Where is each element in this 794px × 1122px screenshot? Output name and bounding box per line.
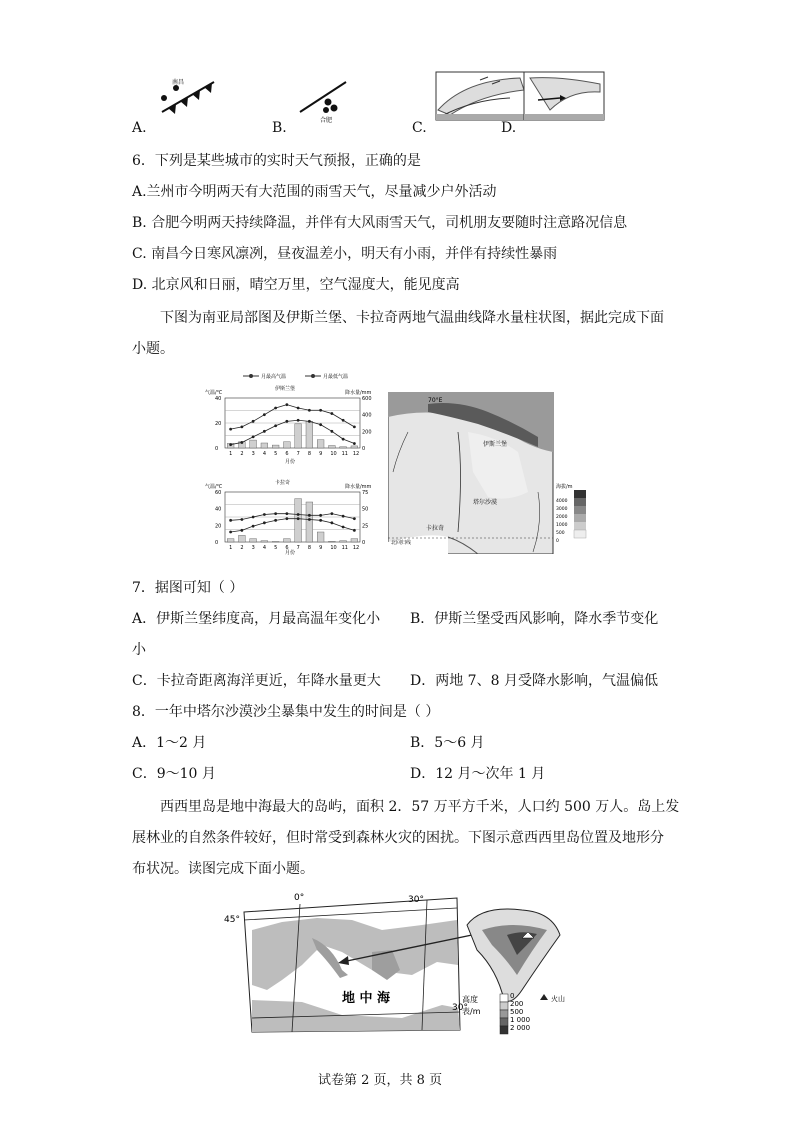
map1-legend-1000: 1000 [556,523,568,528]
option-d-label: D. [501,120,517,136]
precip-bar [239,535,246,542]
temp-max-point [285,403,288,406]
temp-min-point [308,420,311,423]
q7-option-c[interactable]: C．卡拉奇距离海洋更近，年降水量更大 [132,673,381,689]
precip-bar [272,542,279,543]
passage2-line2: 展林业的自然条件较好，但时常受到森林火灾的困扰。下图示意西西里岛位置及地形分 [132,830,664,846]
q8-option-b[interactable]: B．5～6 月 [410,735,485,751]
month-tick-label: 8 [307,451,312,457]
map2-volcano-label: 火山 [551,995,565,1003]
tick-label-left: 60 [215,490,222,496]
tick-label-right: 0 [362,540,366,546]
temp-max-point [308,409,311,412]
temp-min-point [263,430,266,433]
month-tick-label: 11 [341,545,348,551]
tick-label-left: 40 [215,396,222,402]
map1-legend-4000: 4000 [556,499,568,504]
temp-max-point [263,413,266,416]
precip-bar [295,499,302,542]
front-figure-b [300,82,346,124]
q7-option-a-wrap: 小 [132,642,146,658]
chart2-ylabel-right: 降水量/mm [345,484,372,490]
month-tick-label: 1 [229,545,233,551]
precip-bar [306,502,313,542]
temp-max-point [240,425,243,428]
q6-stem: 6．下列是某些城市的实时天气预报，正确的是 [132,153,421,169]
temp-min-point [330,430,333,433]
temp-min-point [319,519,322,522]
tick-label-right: 0 [362,446,366,452]
q7-option-b[interactable]: B．伊斯兰堡受西风影响，降水季节变化 [410,611,659,627]
temp-min-point [240,529,243,532]
tick-label-right: 25 [362,523,369,530]
map1-karachi: 卡拉奇 [426,525,445,532]
temp-min-point [274,424,277,427]
temp-min-point [308,518,311,521]
cross-section-figure-c [436,72,526,120]
map1-legend-2000: 2000 [556,515,568,520]
chart2-xlabel: 月份 [285,550,296,555]
tick-label-right: 75 [362,490,369,496]
precip-bar [250,440,257,448]
temp-max-point [263,513,266,516]
option-c-label: C. [412,120,427,136]
month-tick-label: 7 [296,545,300,551]
month-tick-label: 9 [319,451,323,457]
temp-max-line [231,405,355,429]
passage2-line3: 布状况。读图完成下面小题。 [132,861,314,877]
temp-min-line [231,519,355,532]
q6-option-a[interactable]: A.兰州市今明两天有大范围的雨雪天气，尽量减少户外活动 [132,184,497,200]
temp-min-point [353,442,356,445]
q6-option-c[interactable]: C. 南昌今日寒风凛冽，昼夜温差小，明天有小雨，并伴有持续性暴雨 [132,246,558,262]
option-b-label: B. [272,120,287,136]
map2-sea-label: 地 中 海 [342,991,391,1006]
temp-min-point [229,443,232,446]
temp-min-point [297,419,300,422]
map2-legend-1000: 1 000 [510,1016,531,1024]
map1-tropic: 北回归线 [391,540,412,546]
precip-bar [261,541,268,542]
month-tick-label: 12 [352,545,360,551]
temp-max-point [342,515,345,518]
south-asia-map [388,392,588,554]
label-hefei: 合肥 [320,117,333,124]
precip-bar [227,539,234,542]
month-tick-label: 3 [251,545,255,551]
month-tick-label: 9 [319,545,323,551]
cross-section-figure-d [524,72,604,120]
q8-stem: 8．一年中塔尔沙漠沙尘暴集中发生的时间是（ ） [132,704,440,720]
option-a-label: A. [132,120,147,136]
map2-lon0: 0° [294,893,305,903]
month-tick-label: 7 [296,451,300,457]
temp-max-point [308,514,311,517]
precip-bar [340,447,347,448]
map2-lat30: 30° [452,1003,468,1013]
temp-min-point [330,521,333,524]
map2-legend-200: 200 [510,1000,524,1008]
map1-islamabad: 伊斯兰堡 [483,441,508,448]
tick-label-right: 600 [362,396,372,402]
map2-lat45: 45° [224,915,240,925]
temp-max-point [229,428,232,431]
month-tick-label: 12 [352,451,360,457]
precip-bar [351,539,358,542]
temp-min-point [274,519,277,522]
map2-legend-title2: 表/m [462,1007,481,1016]
month-tick-label: 10 [330,545,337,551]
legend-max: 月最高气温 [261,374,287,380]
precip-bar [306,421,313,448]
map1-thar-desert: 塔尔沙漠 [473,499,498,506]
map2-legend-2000: 2 000 [510,1024,531,1032]
month-tick-label: 4 [262,451,267,457]
temp-max-point [285,512,288,515]
temp-min-point [342,526,345,529]
chart2-title: 卡拉奇 [275,480,291,486]
month-tick-label: 5 [274,545,278,551]
q8-option-d[interactable]: D．12 月～次年 1 月 [410,766,546,782]
cold-front-figure-a [161,78,214,114]
precip-bar [329,541,336,542]
temp-max-point [319,514,322,517]
temp-min-point [353,529,356,532]
map1-legend-0: 0 [556,539,559,544]
temp-max-point [342,419,345,422]
tick-label-left: 40 [215,506,222,513]
temp-max-point [229,519,232,522]
q6-option-b[interactable]: B. 合肥今明两天持续降温，并伴有大风雨雪天气，司机朋友要随时注意路况信息 [132,215,628,231]
map2-legend-0: 0 [510,992,515,1000]
month-tick-label: 1 [229,451,233,457]
month-tick-label: 6 [285,545,289,551]
temp-max-point [274,512,277,515]
temp-min-point [285,420,288,423]
temp-min-point [297,517,300,520]
option-figures [120,70,680,135]
legend-min: 月最低气温 [323,374,349,380]
temp-min-point [263,521,266,524]
temp-max-point [297,513,300,516]
temp-max-point [353,517,356,520]
q8-option-a[interactable]: A．1～2 月 [132,735,207,751]
temp-min-line [231,420,355,444]
map1-legend-title: 海拔/m [556,484,573,490]
temp-max-point [274,407,277,410]
temp-min-point [229,531,232,534]
temp-min-point [240,441,243,444]
q8-option-c[interactable]: C．9～10 月 [132,766,216,782]
sicily-map [222,890,572,1040]
q7-option-d[interactable]: D．两地 7、8 月受降水影响，气温偏低 [410,673,658,689]
month-tick-label: 3 [251,451,255,457]
precip-bar [272,445,279,448]
temp-max-point [330,412,333,415]
q7-stem: 7．据图可知（ ） [132,580,244,596]
month-tick-label: 4 [262,545,267,551]
map2-legend-title1: 高度 [462,995,478,1004]
passage2-line1: 西西里岛是地中海最大的岛屿，面积 2．57 万平方千米，人口约 500 万人。岛上发 [160,799,680,815]
tick-label-left: 20 [215,523,222,530]
label-nanchang: 南昌 [172,79,185,86]
temp-max-point [297,407,300,410]
map1-lon-label: 70°E [428,397,443,404]
month-tick-label: 2 [240,451,244,457]
month-tick-label: 10 [330,451,337,457]
precip-bar [261,443,268,448]
temp-min-point [319,423,322,426]
q7-option-a[interactable]: A．伊斯兰堡纬度高，月最高温年变化小 [132,611,381,627]
chart1-xlabel: 月份 [285,459,296,465]
q6-option-d[interactable]: D. 北京风和日丽，晴空万里，空气湿度大，能见度高 [132,277,460,293]
passage1-line2: 小题。 [132,341,174,357]
temp-max-point [353,425,356,428]
map2-legend-500: 500 [510,1008,524,1016]
temp-max-point [240,518,243,521]
precip-bar [284,539,291,542]
tick-label-left: 0 [215,446,219,452]
precip-bar [351,446,358,448]
month-tick-label: 2 [240,545,244,551]
precip-bar [317,440,324,448]
map2-lon30: 30° [408,895,424,905]
month-tick-label: 5 [274,451,278,457]
precip-bar [295,424,302,448]
temp-min-point [252,435,255,438]
temp-min-point [252,525,255,528]
temp-max-point [319,409,322,412]
month-tick-label: 11 [341,451,348,457]
chart2-ylabel-left: 气温/℃ [205,484,223,490]
chart1-ylabel-left: 气温/℃ [205,390,223,396]
precip-bar [340,541,347,542]
chart1-ylabel-right: 降水量/mm [345,390,372,396]
temp-max-point [330,512,333,515]
precip-bar [284,442,291,448]
tick-label-left: 20 [215,421,222,427]
tick-label-right: 400 [362,412,372,419]
tick-label-left: 0 [215,540,219,546]
precip-bar [250,539,257,542]
temp-min-point [342,438,345,441]
page-footer: 试卷第 2 页，共 8 页 [318,1073,443,1088]
month-tick-label: 8 [307,545,312,551]
precip-bar [317,532,324,542]
map1-legend-3000: 3000 [556,507,568,512]
month-tick-label: 6 [285,451,289,457]
climate-charts [205,370,385,555]
tick-label-right: 200 [362,429,372,436]
precip-bar [329,446,336,449]
tick-label-right: 50 [362,506,369,513]
temp-max-point [252,516,255,519]
temp-min-point [285,517,288,520]
chart1-title: 伊斯兰堡 [275,386,296,392]
temp-max-point [252,420,255,423]
passage1-line1: 下图为南亚局部图及伊斯兰堡、卡拉奇两地气温曲线降水量柱状图，据此完成下面 [160,310,664,326]
map1-legend-500: 500 [556,531,565,536]
